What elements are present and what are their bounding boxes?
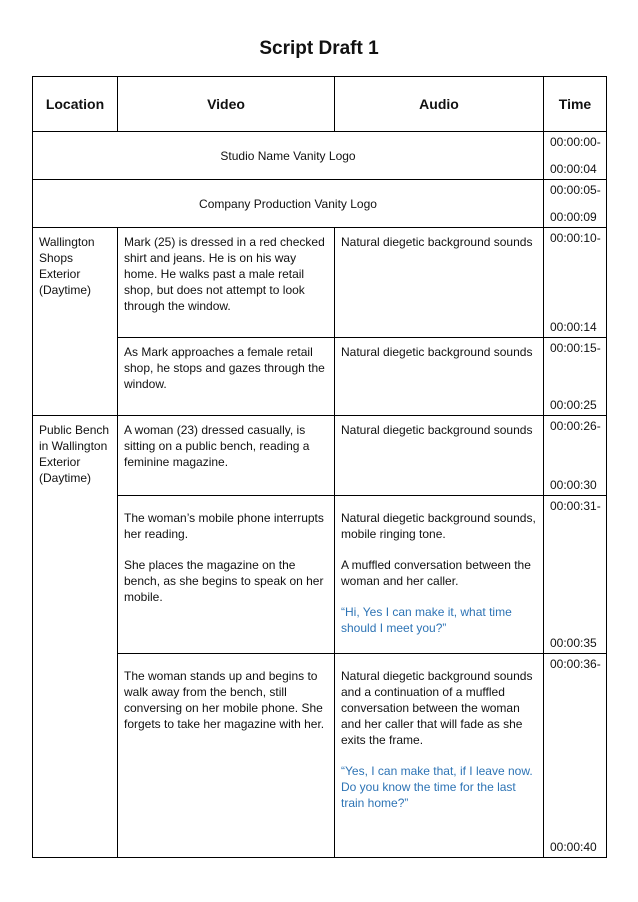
video-cell	[118, 416, 335, 496]
video-cell	[118, 496, 335, 654]
audio-cell	[335, 338, 544, 416]
page-title: Script Draft 1	[259, 38, 379, 59]
time-start: 00:00:26-	[550, 419, 601, 433]
header-location: Location	[33, 77, 118, 132]
time-end: 00:00:40	[550, 840, 597, 854]
video-text: A woman (23) dressed casually, is sitting on a public bench, reading a feminine magazine.	[124, 423, 310, 469]
video-text: The woman stands up and begins to walk away from the bench, still conversing on her mobile phone. She forgets to take her magazine with her.	[124, 669, 325, 731]
time-start: 00:00:31-	[550, 499, 601, 513]
video-text: She places the magazine on the bench, as she begins to speak on her mobile.	[124, 558, 324, 604]
time-start: 00:00:36-	[550, 657, 601, 671]
table-row	[33, 416, 607, 496]
video-cell	[118, 228, 335, 338]
audio-text: Natural diegetic background sounds	[341, 345, 533, 359]
header-audio: Audio	[335, 77, 544, 132]
time-cell	[544, 416, 607, 496]
time-cell	[544, 228, 607, 338]
time-end: 00:00:14	[550, 320, 597, 334]
time-cell	[544, 654, 607, 858]
header-video: Video	[118, 77, 335, 132]
audio-text: A muffled conversation between the woman and her caller.	[341, 558, 531, 588]
time-start: 00:00:15-	[550, 341, 601, 355]
video-text: The woman’s mobile phone interrupts her reading.	[124, 511, 324, 541]
audio-cell	[335, 228, 544, 338]
time-end: 00:00:04	[550, 162, 597, 176]
video-cell	[118, 654, 335, 858]
table-row	[33, 496, 607, 654]
merged-cell	[33, 132, 544, 180]
audio-text: Natural diegetic background sounds	[341, 423, 533, 437]
table-row	[33, 654, 607, 858]
time-start: 00:00:05-	[550, 183, 601, 197]
location-cell	[33, 416, 118, 858]
table-row	[33, 180, 607, 228]
audio-text: Natural diegetic background sounds and a continuation of a muffled conversation between the woman and her caller that will fade as she exits the frame.	[341, 669, 533, 747]
location-text: Public Bench in Wallington Exterior (Daytime)	[39, 423, 110, 485]
table-row	[33, 228, 607, 338]
time-end: 00:00:35	[550, 636, 597, 650]
time-end: 00:00:09	[550, 210, 597, 224]
audio-text: Natural diegetic background sounds, mobile ringing tone.	[341, 511, 536, 541]
location-cell	[33, 228, 118, 416]
time-cell	[544, 132, 607, 180]
merged-cell	[33, 180, 544, 228]
location-text: Wallington Shops Exterior (Daytime)	[39, 235, 95, 297]
time-cell	[544, 180, 607, 228]
table-row	[33, 132, 607, 180]
time-cell	[544, 338, 607, 416]
header-row	[33, 77, 607, 132]
merged-text: Studio Name Vanity Logo	[220, 148, 356, 163]
time-cell	[544, 496, 607, 654]
time-end: 00:00:25	[550, 398, 597, 412]
audio-dialogue: “Yes, I can make that, if I leave now. Do you know the time for the last train home?”	[341, 764, 533, 810]
table-row	[33, 338, 607, 416]
audio-cell	[335, 416, 544, 496]
header-time: Time	[544, 77, 607, 132]
time-end: 00:00:30	[550, 478, 597, 492]
time-start: 00:00:10-	[550, 231, 601, 245]
audio-cell	[335, 654, 544, 858]
video-text: As Mark approaches a female retail shop, he stops and gazes through the window.	[124, 345, 325, 391]
audio-cell	[335, 496, 544, 654]
audio-dialogue: “Hi, Yes I can make it, what time should I meet you?”	[341, 605, 512, 635]
video-text: Mark (25) is dressed in a red checked shirt and jeans. He is on his way home. He walks past a male retail shop, but does not attempt to look through the window.	[124, 235, 325, 313]
script-table	[32, 76, 607, 858]
time-start: 00:00:00-	[550, 135, 601, 149]
video-cell	[118, 338, 335, 416]
audio-text: Natural diegetic background sounds	[341, 235, 533, 249]
merged-text: Company Production Vanity Logo	[199, 196, 377, 211]
